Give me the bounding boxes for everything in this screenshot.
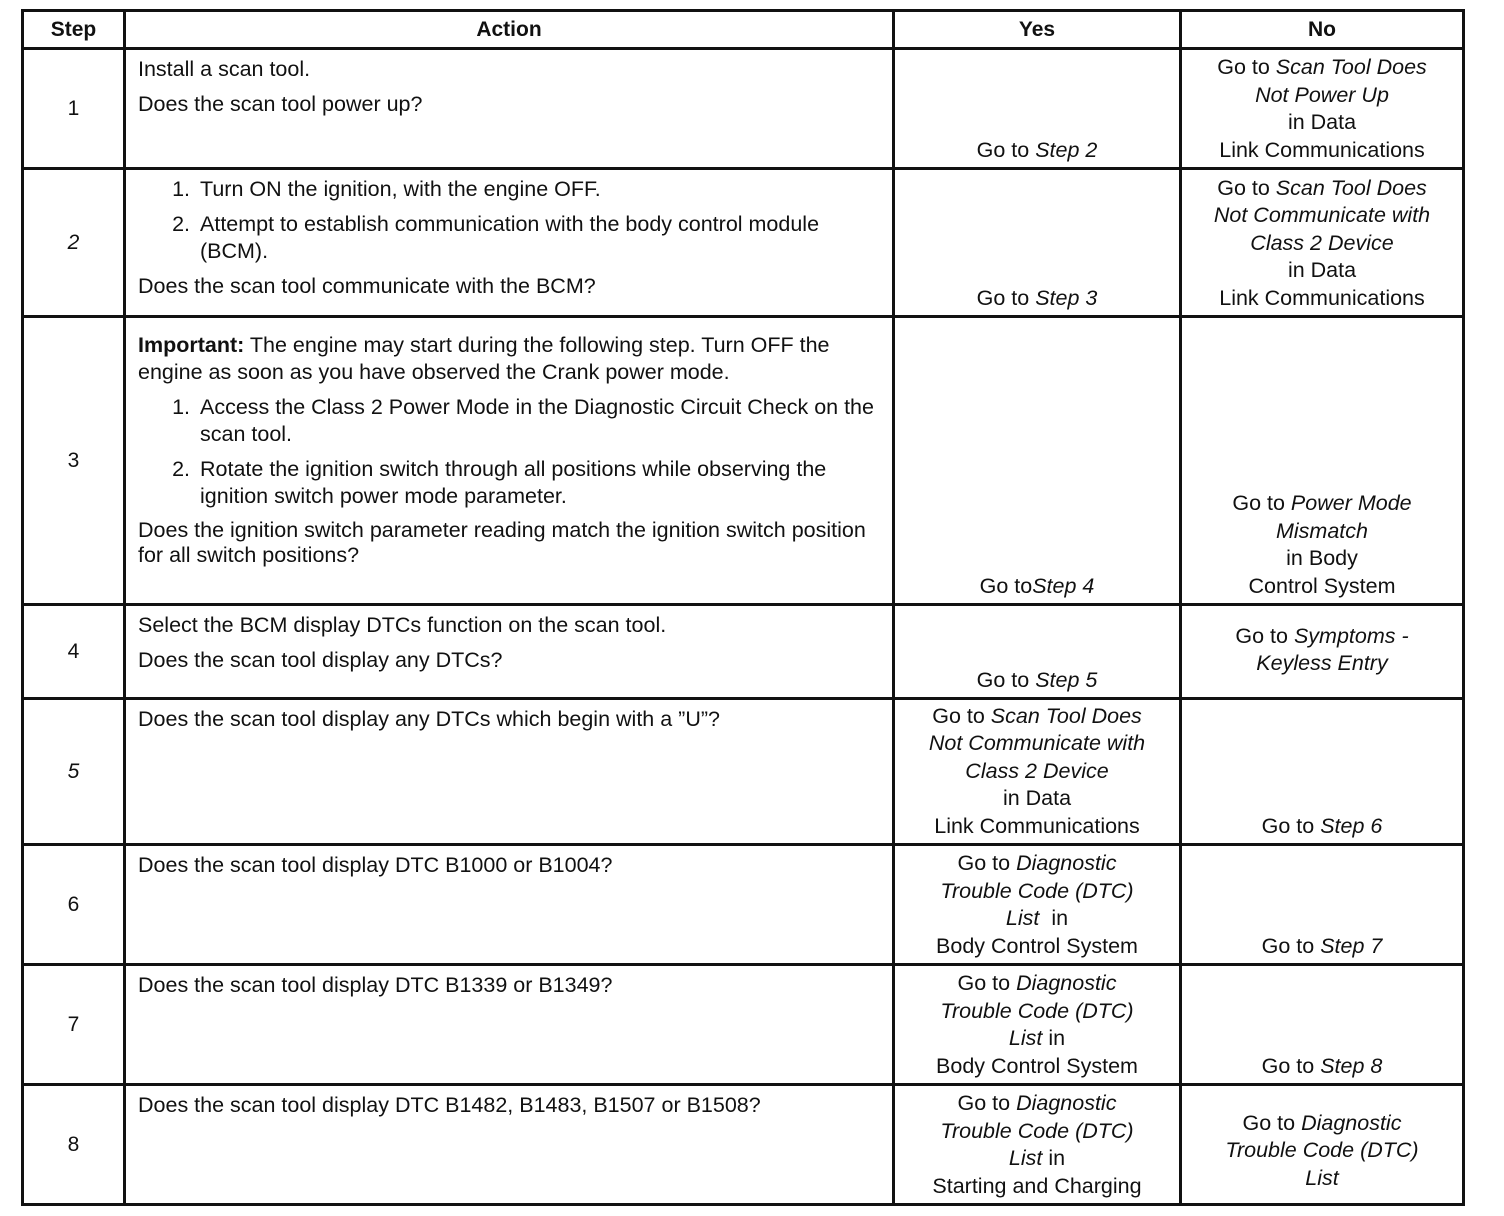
yes-text: in [1039,906,1069,930]
procedure-link[interactable]: Diagnostic [1301,1110,1402,1135]
step-link[interactable]: Step 3 [1035,285,1098,310]
procedure-link[interactable]: List [1005,906,1040,930]
step-link[interactable]: Step 2 [1035,137,1098,162]
no-prefix: Go to [1217,175,1276,200]
yes-prefix: Go to [976,667,1036,692]
table-row [23,965,1464,1085]
yes-text: in [1042,1026,1066,1050]
action-question: Does the scan tool communicate with the BCM? [138,274,596,298]
action-list [138,176,882,265]
action-item: 2. Attempt to establish communication with the body control module (BCM). [196,211,882,265]
action-question: Does the scan tool display DTC B1339 or B1349? [138,973,613,997]
yes-text: Body Control System [936,933,1138,958]
yes-prefix: Go to [932,703,991,728]
procedure-link[interactable]: Not Communicate with [928,731,1146,755]
step-number: 2 [23,169,125,317]
procedure-link[interactable]: List [1008,1146,1043,1170]
header-step: Step [23,11,125,49]
no-prefix: Go to [1261,933,1321,958]
procedure-link[interactable]: Trouble Code (DTC) [1225,1138,1419,1163]
table-row [23,169,1464,317]
step-link[interactable]: Step 8 [1320,1053,1383,1078]
action-item: 1. Access the Class 2 Power Mode in the Diagnostic Circuit Check on the scan tool. [196,394,882,448]
header-action: Action [125,11,894,49]
action-question: Does the scan tool display DTC B1000 or B1004? [138,853,613,877]
no-cell [1181,169,1464,317]
action-line: Install a scan tool. [138,57,311,81]
no-cell [1181,965,1464,1085]
important-label: Important: [138,333,245,357]
yes-cell [894,169,1181,317]
step-number: 7 [23,965,125,1085]
step-number: 4 [23,605,125,699]
procedure-link[interactable]: Scan Tool Does [1275,55,1427,79]
no-prefix: Go to [1217,55,1276,79]
yes-prefix: Go to [976,285,1036,310]
no-cell [1181,1085,1464,1205]
no-text: Control System [1248,573,1396,598]
yes-prefix: Go to [957,851,1017,875]
table-row [23,699,1464,845]
yes-prefix: Go to [957,971,1017,995]
no-text: Link Communications [1219,285,1425,310]
procedure-link[interactable]: Diagnostic [1016,1091,1117,1115]
procedure-link[interactable]: Scan Tool Does [990,703,1142,728]
step-link[interactable]: Step 4 [1032,573,1095,598]
procedure-link[interactable]: Diagnostic [1016,851,1117,875]
action-question: Does the scan tool display any DTCs which begin with a ”U”? [138,707,720,731]
yes-prefix: Go to [957,1091,1017,1115]
step-number: 3 [23,317,125,605]
procedure-link[interactable]: Class 2 Device [1250,230,1394,255]
yes-cell [894,965,1181,1085]
yes-text: in Data [1002,786,1072,810]
yes-cell [894,699,1181,845]
table-row [23,845,1464,965]
no-cell [1181,605,1464,699]
table-row [23,1085,1464,1205]
table-row [23,317,1464,605]
procedure-link[interactable]: Scan Tool Does [1275,175,1427,200]
no-cell [1181,317,1464,605]
action-cell [125,605,894,699]
action-cell [125,169,894,317]
no-prefix: Go to [1242,1110,1302,1135]
step-number: 8 [23,1085,125,1205]
step-link[interactable]: Step 7 [1320,933,1383,958]
action-cell [125,317,894,605]
procedure-link[interactable]: Keyless Entry [1256,651,1388,675]
procedure-link[interactable]: Power Mode [1290,491,1412,515]
yes-cell [894,317,1181,605]
important-note [138,332,882,386]
action-line: Select the BCM display DTCs function on the scan tool. [138,613,667,637]
no-cell [1181,699,1464,845]
action-item: 1. Turn ON the ignition, with the engine OFF. [196,176,882,203]
procedure-link[interactable]: Diagnostic [1016,971,1117,995]
action-item: 2. Rotate the ignition switch through all positions while observing the ignition switch power mode parameter. [196,456,882,510]
step-number: 6 [23,845,125,965]
no-prefix: Go to [1261,813,1321,838]
yes-text: Body Control System [936,1053,1138,1078]
no-prefix: Go to [1261,1053,1321,1078]
yes-prefix: Go to [976,137,1036,162]
action-cell [125,845,894,965]
diagnostic-table [21,9,1465,1206]
procedure-link[interactable]: List [1305,1165,1339,1190]
no-text: in Data [1287,110,1357,134]
table-row [23,49,1464,169]
procedure-link[interactable]: Class 2 Device [965,758,1109,783]
yes-text: in [1042,1146,1066,1170]
no-prefix: Go to [1235,623,1294,648]
action-cell [125,1085,894,1205]
yes-prefix: Go to [979,573,1033,598]
action-question: Does the scan tool power up? [138,92,423,116]
no-cell [1181,845,1464,965]
header-row [23,11,1464,49]
step-number: 5 [23,699,125,845]
procedure-link[interactable]: Mismatch [1276,518,1368,543]
procedure-link[interactable]: List [1008,1026,1043,1050]
action-question: Does the scan tool display DTC B1482, B1483, B1507 or B1508? [138,1093,761,1117]
procedure-link[interactable]: Not Power Up [1255,82,1389,107]
no-prefix: Go to [1232,491,1291,515]
yes-cell [894,1085,1181,1205]
yes-text: Link Communications [934,813,1140,838]
header-no: No [1181,11,1464,49]
yes-cell [894,605,1181,699]
step-number: 1 [23,49,125,169]
yes-cell [894,845,1181,965]
no-cell [1181,49,1464,169]
no-text: Link Communications [1219,137,1425,162]
step-link[interactable]: Step 6 [1320,813,1383,838]
yes-text: Starting and Charging [932,1173,1142,1198]
no-text: in Body [1286,546,1358,570]
action-cell [125,49,894,169]
action-cell [125,965,894,1085]
important-text: The engine may start during the following step. Turn OFF the engine as soon as you have observed the Crank power mode. [138,333,830,384]
procedure-link[interactable]: Trouble Code (DTC) [940,878,1134,903]
procedure-link[interactable]: Trouble Code (DTC) [940,1118,1134,1143]
action-question: Does the scan tool display any DTCs? [138,648,503,672]
no-text: in Data [1287,258,1357,282]
action-question: Does the ignition switch parameter reading match the ignition switch position for all switch positions? [138,518,866,567]
header-yes: Yes [894,11,1181,49]
procedure-link[interactable]: Symptoms - [1293,623,1409,648]
action-cell [125,699,894,845]
step-link[interactable]: Step 5 [1035,667,1098,692]
procedure-link[interactable]: Trouble Code (DTC) [940,998,1134,1023]
procedure-link[interactable]: Not Communicate with [1213,203,1431,227]
yes-cell [894,49,1181,169]
table-row [23,605,1464,699]
action-list [138,394,882,510]
